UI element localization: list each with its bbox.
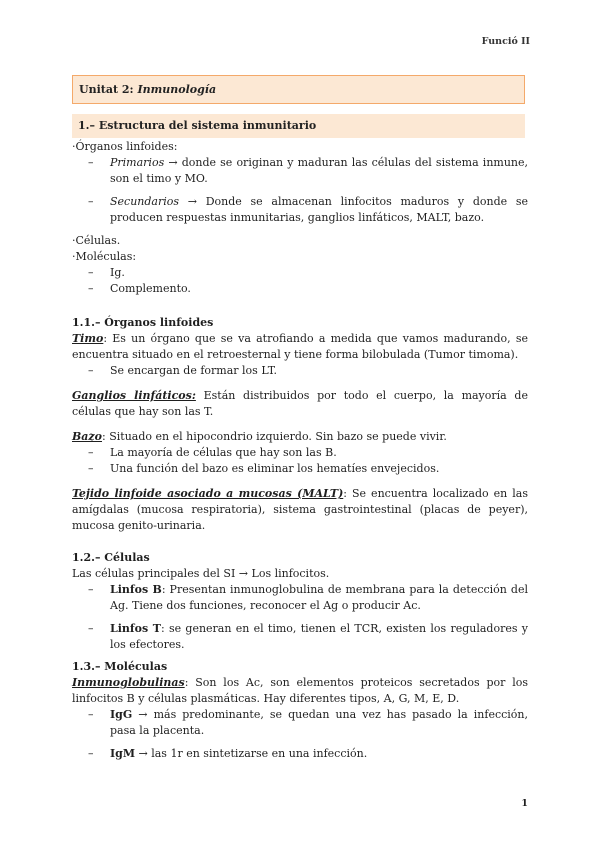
ig-text: : Son los Ac, son elementos proteicos secretados por los linfocitos B y células plasmáticas. Hay diferentes tipos, A, G, M, E, D. <box>72 676 528 705</box>
arrow: → <box>138 747 148 760</box>
igm-item <box>72 746 528 762</box>
secundarios-item <box>72 194 528 226</box>
unit-name: Inmunología <box>137 83 217 96</box>
bazo-item: – Una función del bazo es eliminar los hematíes envejecidos. <box>72 461 528 477</box>
ganglios-paragraph <box>72 388 528 420</box>
primarios-term: Primarios <box>110 156 165 169</box>
header-subject: Funció II <box>481 36 530 47</box>
bazo-paragraph <box>72 429 528 445</box>
linfos-b-term: Linfos B <box>110 583 162 596</box>
arrow: → <box>187 195 197 208</box>
linfos-t-text: : se generan en el timo, tienen el TCR, existen los reguladores y los efectores. <box>110 622 529 651</box>
ganglios-term: Ganglios linfáticos: <box>72 389 196 402</box>
timo-text: : Es un órgano que se va atrofiando a medida que vamos madurando, se encuentra situado en el retroesternal y tiene forma bilobulada (Tumor timoma). <box>72 332 528 361</box>
section-1-1-title: 1.1.– Órganos linfoides <box>72 316 214 329</box>
timo-item: – Se encargan de formar los LT. <box>72 363 528 379</box>
arrow: → <box>238 567 249 580</box>
section-1-3-title: 1.3.– Moléculas <box>72 660 168 673</box>
timo-paragraph <box>72 331 528 363</box>
linfos-t-term: Linfos T <box>110 622 161 635</box>
ganglios-text: Están distribuidos por todo el cuerpo, la mayoría de células que hay son las T. <box>72 389 528 418</box>
bazo-item: – La mayoría de células que hay son las B. <box>72 445 528 461</box>
celulas-intro-after: Los linfocitos. <box>251 567 330 580</box>
arrow: → <box>168 156 178 169</box>
igg-item <box>72 707 528 739</box>
secundarios-text: Donde se almacenan linfocitos maduros y donde se producen respuestas inmunitarias, ganglios linfáticos, MALT, bazo. <box>110 195 528 224</box>
linfos-b-item <box>72 582 528 614</box>
moleculas-label: ·Moléculas: <box>72 250 137 263</box>
malt-paragraph <box>72 486 528 534</box>
igg-term: IgG <box>110 708 133 721</box>
organos-label: ·Órganos linfoides: <box>72 140 178 153</box>
linfos-t-item <box>72 621 528 653</box>
celulas-intro <box>72 566 528 582</box>
ig-term: Inmunoglobulinas <box>72 676 185 689</box>
unit-title-box <box>72 75 525 104</box>
arrow: → <box>138 708 148 721</box>
document-body <box>72 139 528 762</box>
unit-prefix: Unitat 2: <box>79 83 134 96</box>
igm-text: las 1r en sintetizarse en una infección. <box>151 747 368 760</box>
timo-term: Timo <box>72 332 104 345</box>
malt-term: Tejido linfoide asociado a mucosas (MALT) <box>72 487 344 500</box>
linfos-b-text: : Presentan inmunoglobulina de membrana para la detección del Ag. Tiene dos funciones, reconocer el Ag o producir Ac. <box>110 583 528 612</box>
bazo-term: Bazo <box>72 430 103 443</box>
celulas-label: ·Células. <box>72 234 121 247</box>
secundarios-term: Secundarios <box>110 195 180 208</box>
moleculas-item: – Complemento. <box>72 281 528 297</box>
igm-term: IgM <box>110 747 136 760</box>
celulas-intro-before: Las células principales del SI <box>72 567 236 580</box>
page-number: 1 <box>521 798 528 809</box>
primarios-item <box>72 155 528 187</box>
moleculas-item: – Ig. <box>72 265 528 281</box>
igg-text: más predominante, se quedan una vez has pasado la infección, pasa la placenta. <box>110 708 529 737</box>
section-1-2-title: 1.2.– Células <box>72 551 150 564</box>
section-1-title: 1.– Estructura del sistema inmunitario <box>72 114 525 138</box>
primarios-text: donde se originan y maduran las células del sistema inmune, son el timo y MO. <box>110 156 529 185</box>
malt-text: : Se encuentra localizado en las amígdalas (mucosa respiratoria), sistema gastrointestinal (placas de peyer), mucosa genito-urinaria. <box>72 487 528 532</box>
ig-paragraph <box>72 675 528 707</box>
bazo-text: : Situado en el hipocondrio izquierdo. Sin bazo se puede vivir. <box>102 430 447 443</box>
